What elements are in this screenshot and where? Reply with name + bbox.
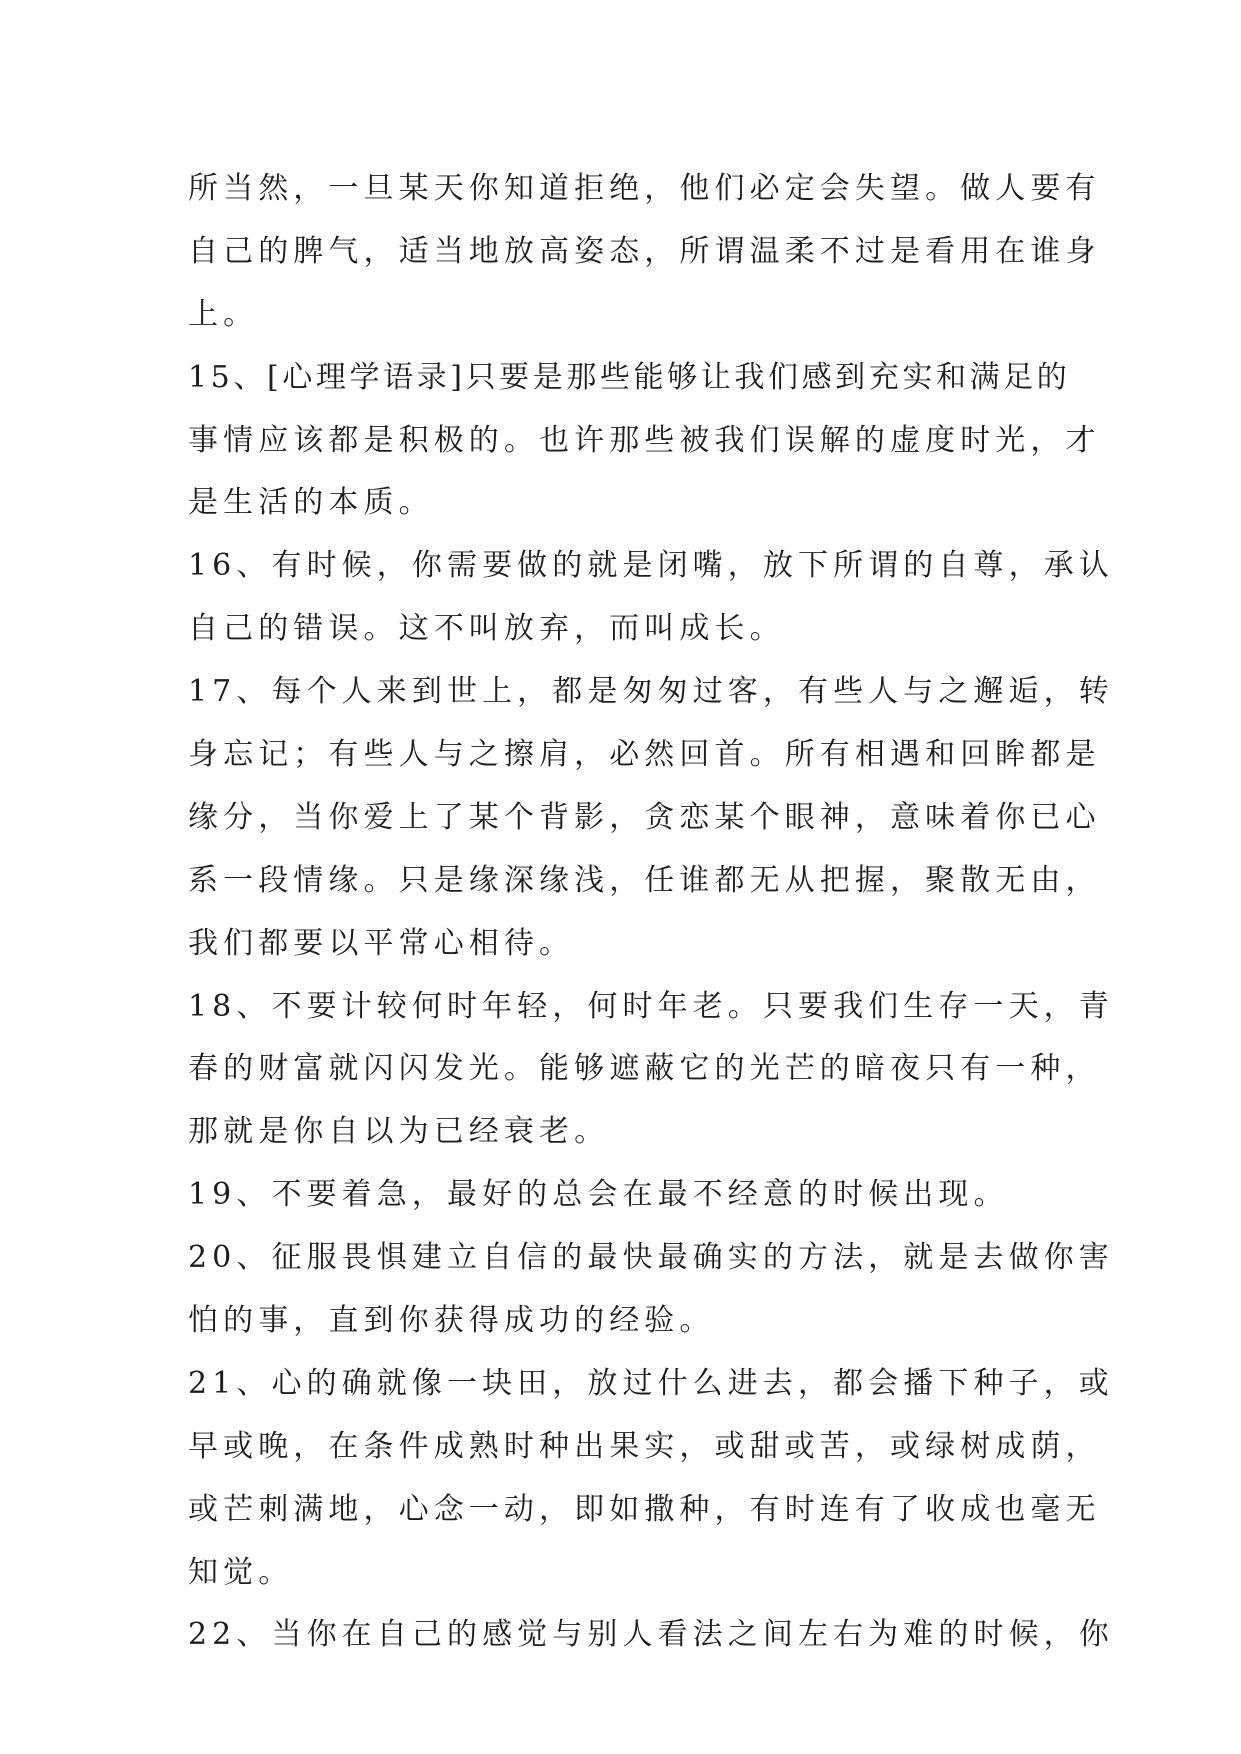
text-line: 15、[心理学语录]只要是那些能够让我们感到充实和满足的: [188, 359, 1071, 395]
text-line: 怕的事，直到你获得成功的经验。: [188, 1303, 715, 1339]
text-line: 所当然，一旦某天你知道拒绝，他们必定会失望。做人要有: [188, 171, 1101, 206]
text-line: 我们都要以平常心相待。: [188, 925, 575, 961]
text-line: 知觉。: [188, 1554, 294, 1590]
document-body: [188, 158, 1114, 1667]
text-line: 那就是你自以为已经衰老。: [188, 1114, 610, 1150]
text-line: 上。: [188, 296, 259, 332]
text-line: 17、每个人来到世上，都是匆匆过客，有些人与之邂逅，转: [188, 674, 1114, 710]
text-line: 20、征服畏惧建立自信的最快最确实的方法，就是去做你害: [188, 1240, 1114, 1276]
text-line: 自己的脾气，适当地放高姿态，所谓温柔不过是看用在谁身: [188, 233, 1101, 269]
text-line: 缘分，当你爱上了某个背影，贪恋某个眼神，意味着你已心: [188, 799, 1101, 835]
text-line: 22、当你在自己的感觉与别人看法之间左右为难的时候，你: [188, 1617, 1114, 1653]
text-line: 自己的错误。这不叫放弃，而叫成长。: [188, 611, 785, 647]
text-line: 早或晚，在条件成熟时种出果实，或甜或苦，或绿树成荫，: [188, 1428, 1101, 1464]
text-line: 春的财富就闪闪发光。能够遮蔽它的光芒的暗夜只有一种，: [188, 1051, 1101, 1087]
text-line: 身忘记；有些人与之擦肩，必然回首。所有相遇和回眸都是: [188, 737, 1101, 773]
text-line: 16、有时候，你需要做的就是闭嘴，放下所谓的自尊，承认: [188, 548, 1114, 584]
text-line: 系一段情缘。只是缘深缘浅，任谁都无从把握，聚散无由，: [188, 862, 1101, 898]
text-line: 或芒刺满地，心念一动，即如撒种，有时连有了收成也毫无: [188, 1491, 1101, 1527]
text-line: 21、心的确就像一块田，放过什么进去，都会播下种子，或: [188, 1365, 1114, 1401]
text-line: 事情应该都是积极的。也许那些被我们误解的虚度时光，才: [188, 422, 1101, 458]
text-line: 18、不要计较何时年轻，何时年老。只要我们生存一天，青: [188, 988, 1114, 1024]
text-line: 19、不要着急，最好的总会在最不经意的时候出现。: [188, 1177, 1009, 1213]
text-line: 是生活的本质。: [188, 485, 434, 521]
